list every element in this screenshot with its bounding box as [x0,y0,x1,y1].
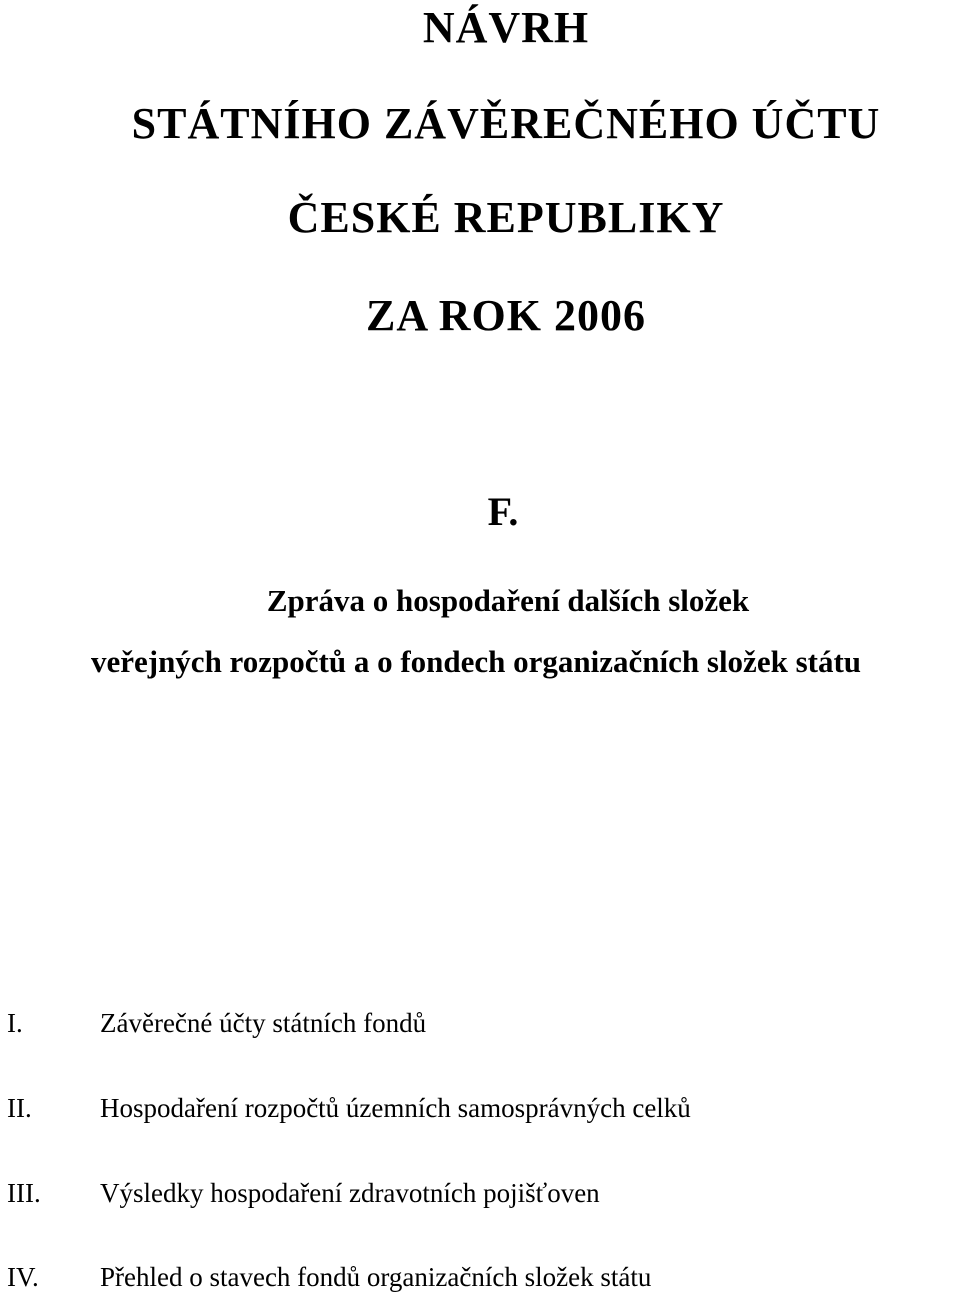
contents-item-text: Hospodaření rozpočtů územních samosprávných celků [100,1093,691,1123]
section-letter: F. [487,489,519,534]
title-line-year: ZA ROK 2006 [366,291,646,340]
title-line-ceske-republiky: ČESKÉ REPUBLIKY [287,193,725,242]
contents-item [0,1008,960,1048]
contents-item-text: Přehled o stavech fondů organizačních složek státu [100,1262,652,1292]
title-line-statniho-zaverecneho-uctu: STÁTNÍHO ZÁVĚREČNÉHO ÚČTU [131,99,881,148]
contents-item [0,1178,960,1218]
contents-item-number: IV. [7,1262,39,1292]
contents-item-number: II. [7,1093,32,1123]
contents-item-text: Závěrečné účty státních fondů [100,1008,427,1038]
contents-item [0,1262,960,1302]
contents-item-number: I. [7,1008,23,1038]
subtitle-line-2: veřejných rozpočtů a o fondech organizačních složek státu [90,644,862,679]
contents-item-text: Výsledky hospodaření zdravotních pojišťoven [100,1178,600,1208]
subtitle-line-1: Zpráva o hospodaření dalších složek [266,583,750,618]
title-line-navrh: NÁVRH [422,3,590,52]
contents-item [0,1093,960,1133]
contents-item-number: III. [7,1178,41,1208]
